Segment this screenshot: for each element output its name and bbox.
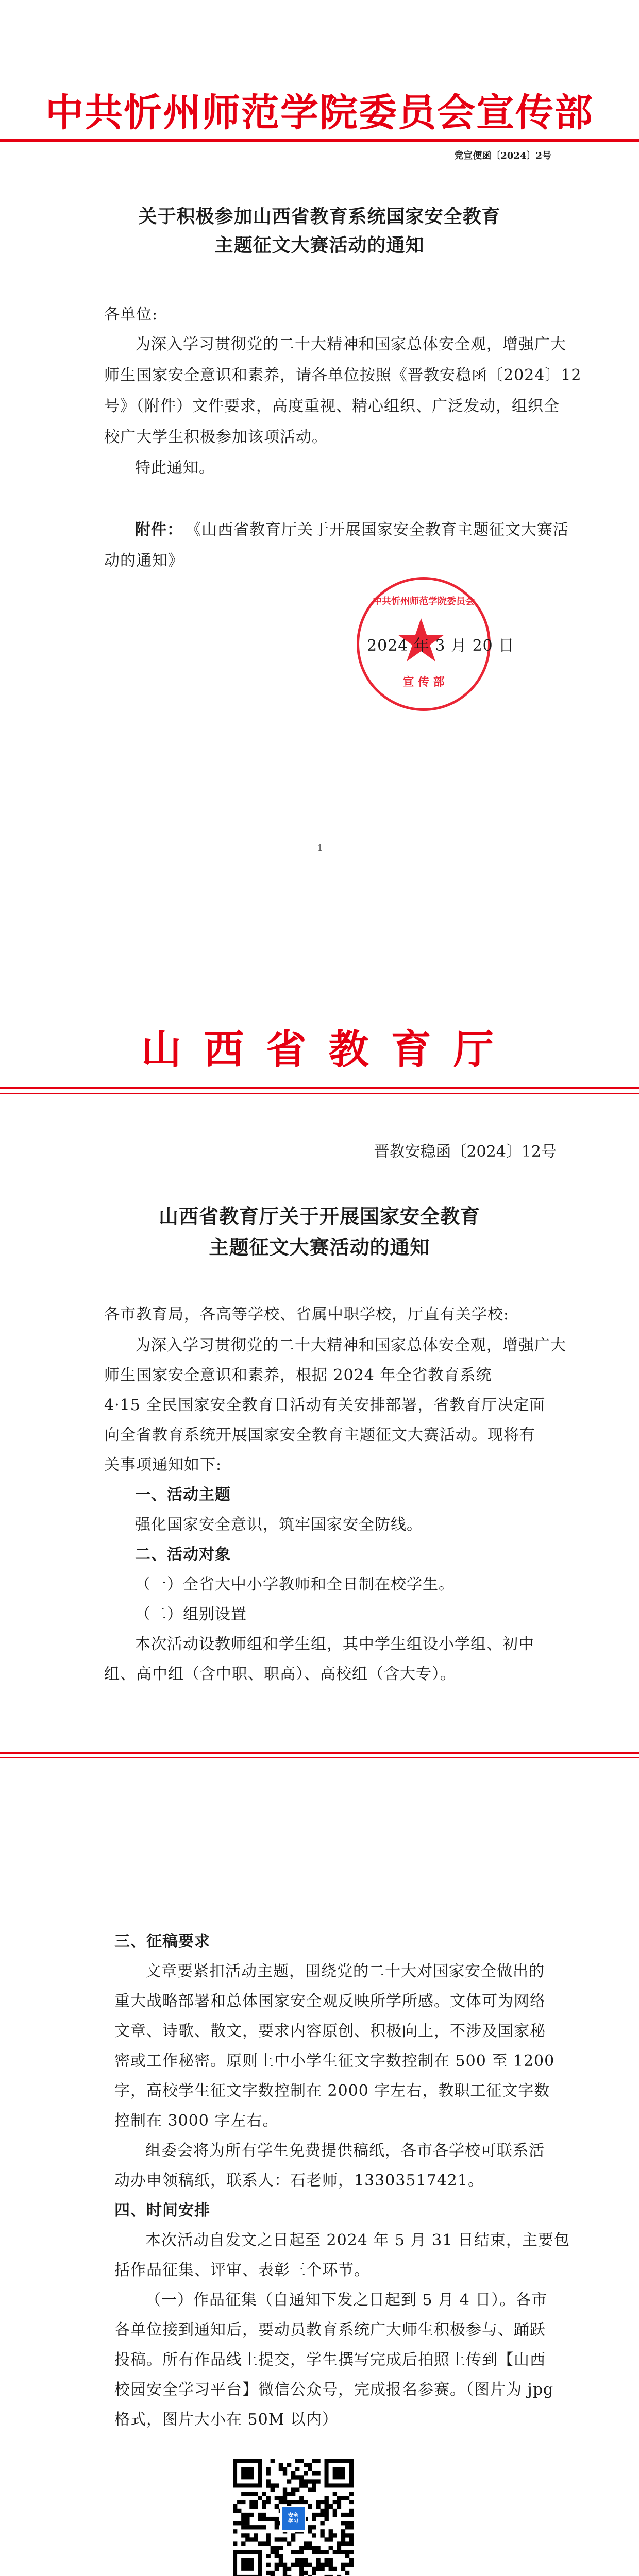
page1-seal-text-top: 中共忻州师范学院委员会 [373, 596, 475, 607]
page2-doc-number: 晋教安稳函〔2024〕12号 [374, 1143, 557, 1161]
page2-salutation: 各市教育局，各高等学校、省属中职学校，厅直有关学校: [104, 1306, 510, 1324]
page2-footer-rule [0, 1752, 639, 1754]
page2-intro-line: 向全省教育系统开展国家安全教育主题征文大赛活动。现将有 [104, 1426, 535, 1444]
page3-body-line: 格式，图片大小在 50M 以内） [114, 2411, 338, 2429]
page3-body-line: 校园安全学习平台】微信公众号，完成报名参赛。（图片为 jpg [114, 2381, 554, 2399]
page3-body-line: 字，高校学生征文字数控制在 2000 字左右，教职工征文字数 [114, 2082, 550, 2100]
page3-body-line: 文章、诗歌、散文，要求内容原创、积极向上，不涉及国家秘 [114, 2022, 546, 2040]
page2-section-heading: 一、活动主题 [135, 1486, 231, 1504]
page3-section-heading: 三、征稿要求 [114, 1933, 210, 1951]
page2-footer-rule-thin [0, 1757, 639, 1758]
page3-body-line: 本次活动自发文之日起至 2024 年 5 月 31 日结束，主要包 [145, 2231, 570, 2249]
page1-page-mark: 1 [317, 843, 323, 853]
page2-section-body: 强化国家安全意识，筑牢国家安全防线。 [135, 1516, 423, 1534]
page2-section-body: 组、高中组（含中职、职高）、高校组（含大专）。 [104, 1665, 456, 1683]
page1-attachment-label: 附件： [135, 521, 183, 539]
page2-header-rule [0, 1087, 639, 1089]
page3-section-heading: 四、时间安排 [114, 2201, 210, 2219]
qr-center-logo [280, 2506, 306, 2532]
page2-section-heading: 二、活动对象 [135, 1546, 231, 1564]
page2-header-rule-thin [0, 1093, 639, 1094]
page2-section-body: 本次活动设教师组和学生组，其中学生组设小学组、初中 [135, 1635, 534, 1653]
page2-intro-line: 4·15 全民国家安全教育日活动有关安排部署，省教育厅决定面 [104, 1396, 546, 1414]
page1-body-line: 为深入学习贯彻党的二十大精神和国家总体安全观，增强广大 [135, 335, 566, 353]
page1-doc-number: 党宣便函〔2024〕2号 [454, 150, 551, 161]
page1-salutation: 各单位: [104, 306, 158, 324]
page2-header-title: 山 西 省 教 育 厅 [141, 1026, 498, 1073]
page1-attachment-text: 《山西省教育厅关于开展国家安全教育主题征文大赛活 [186, 521, 569, 539]
page1-body-line: 号》（附件）文件要求，高度重视、精心组织、广泛发动，组织全 [104, 397, 560, 415]
page3-body-line: 文章要紧扣活动主题，围绕党的二十大对国家安全做出的 [145, 1962, 545, 1980]
page1-date: 2024 年 3 月 20 日 [367, 637, 515, 655]
qr-center-text: 安全学习 [288, 2513, 298, 2524]
page2-section-item: （一）全省大中小学教师和全日制在校学生。 [135, 1575, 455, 1594]
page2-title-line1: 山西省教育厅关于开展国家安全教育 [158, 1205, 480, 1228]
page1-body-line: 师生国家安全意识和素养，请各单位按照《晋教安稳函〔2024〕12 [104, 366, 582, 384]
page3-body-line: 各单位接到通知后，要动员教育系统广大师生积极参与、踊跃 [114, 2321, 546, 2339]
page3-body-line: 动办申领稿纸，联系人：石老师，13303517421。 [114, 2172, 484, 2190]
wechat-qr-code [233, 2459, 354, 2576]
page2-title-line2: 主题征文大赛活动的通知 [209, 1235, 430, 1259]
page1-header-rule [0, 139, 639, 142]
page1-title-line2: 主题征文大赛活动的通知 [214, 234, 425, 256]
page1-seal-text-bottom: 宣 传 部 [402, 675, 445, 689]
page1-attachment-text: 动的通知》 [104, 552, 184, 570]
page1-header-title: 中共忻州师范学院委员会宣传部 [45, 91, 594, 135]
page3-body-line: 组委会将为所有学生免费提供稿纸，各市各学校可联系活 [145, 2142, 545, 2160]
page3-body-line: 投稿。所有作品线上提交，学生撰写完成后拍照上传到【山西 [114, 2351, 546, 2369]
page3-body-line: 控制在 3000 字左右。 [114, 2112, 279, 2130]
page3-body-line: 重大战略部署和总体国家安全观反映所学所感。文体可为网络 [114, 1992, 546, 2010]
page1-body-line: 校广大学生积极参加该项活动。 [104, 428, 328, 446]
page2-intro-line: 关事项通知如下: [104, 1456, 222, 1474]
page1-closing: 特此通知。 [135, 459, 215, 477]
page2-intro-line: 为深入学习贯彻党的二十大精神和国家总体安全观，增强广大 [135, 1336, 566, 1354]
page1-title-line1: 关于积极参加山西省教育系统国家安全教育 [138, 206, 501, 227]
page3-body-line: 密或工作秘密。原则上中小学生征文字数控制在 500 至 1200 [114, 2052, 555, 2070]
page3-body-line: （一）作品征集（自通知下发之日起到 5 月 4 日）。各市 [145, 2291, 548, 2309]
page2-intro-line: 师生国家安全意识和素养，根据 2024 年全省教育系统 [104, 1366, 492, 1384]
page2-section-item: （二）组别设置 [135, 1605, 247, 1623]
page3-body-line: 括作品征集、评审、表彰三个环节。 [114, 2261, 370, 2279]
